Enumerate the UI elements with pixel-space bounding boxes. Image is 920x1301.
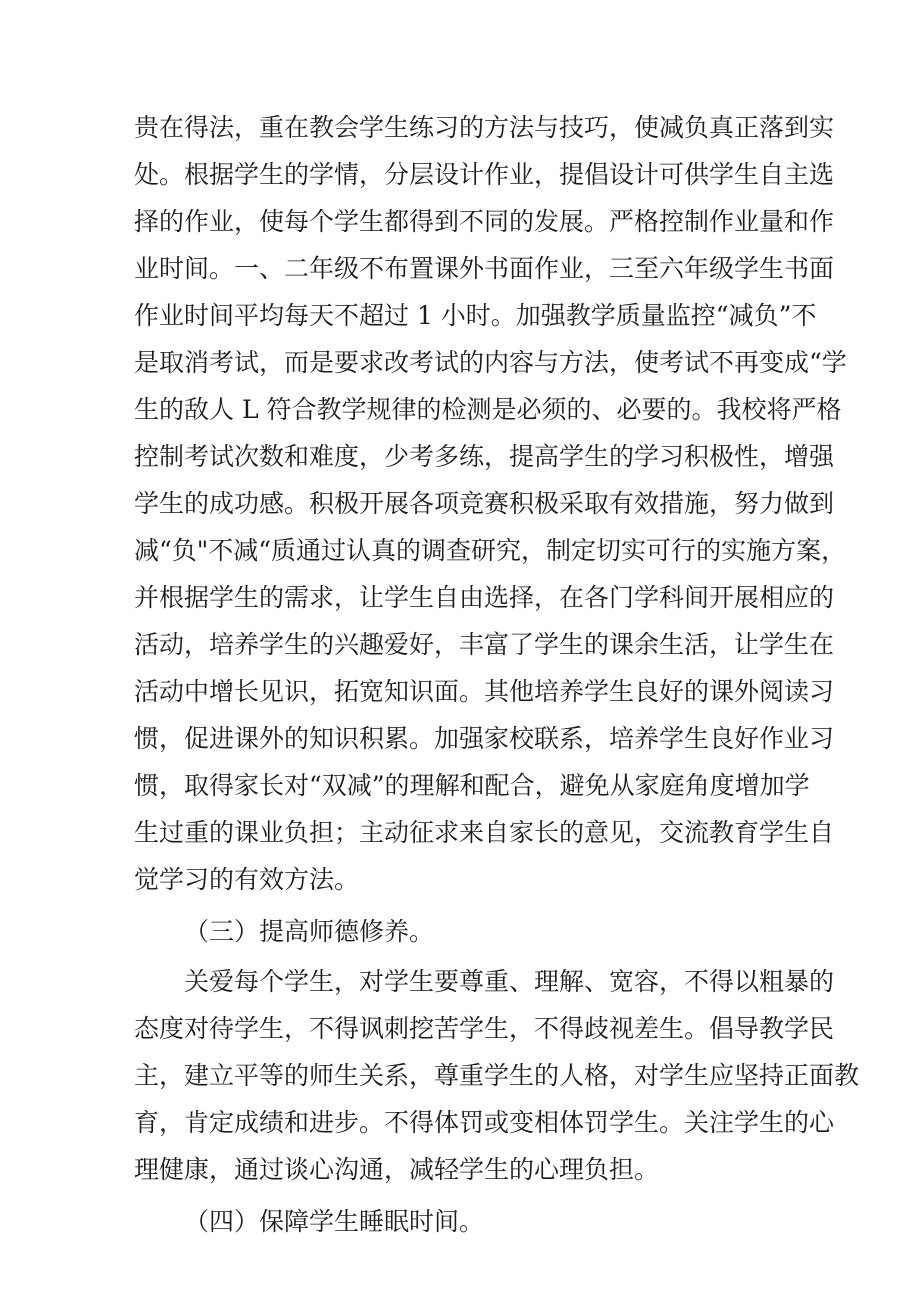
paragraph-2-line-4: 育，肯定成绩和进步。不得体罚或变相体罚学生。关注学生的心 (134, 1108, 835, 1137)
paragraph-1-line-10: 减“负"不减“质通过认真的调查研究，制定切实可行的实施方案， (134, 536, 847, 565)
paragraph-2-line-1: 关爱每个学生，对学生要尊重、理解、宽容，不得以粗暴的 (184, 967, 835, 996)
paragraph-1-line-15: 惯，取得家长对“双减”的理解和配合，避免从家庭角度增加学 (134, 771, 810, 800)
paragraph-2-line-2: 态度对待学生，不得讽刺挖苦学生，不得歧视差生。倡导教学民 (134, 1014, 835, 1043)
paragraph-1-line-7: 生的敌人 L 符合教学规律的检测是必须的、必要的。我校将严格 (134, 395, 842, 424)
paragraph-2-line-3: 主，建立平等的师生关系，尊重学生的人格，对学生应坚持正面教 (134, 1061, 860, 1090)
paragraph-1-line-4: 业时间。一、二年级不布置课外书面作业，三至六年级学生书面 (134, 254, 835, 283)
section-heading-3: （三）提高师德修养。 (184, 917, 435, 946)
paragraph-1-line-9: 学生的成功感。积极开展各项竞赛积极采取有效措施，努力做到 (134, 489, 835, 518)
paragraph-1-line-13: 活动中增长见识，拓宽知识面。其他培养学生良好的课外阅读习 (134, 677, 835, 706)
paragraph-1-line-2: 处。根据学生的学情，分层设计作业，提倡设计可供学生自主选 (134, 160, 835, 189)
paragraph-1-line-8: 控制考试次数和难度，少考多练，提高学生的学习积极性，增强 (134, 442, 835, 471)
paragraph-1-line-17: 觉学习的有效方法。 (134, 865, 360, 894)
paragraph-1-line-14: 惯，促进课外的知识积累。加强家校联系，培养学生良好作业习 (134, 724, 835, 753)
paragraph-1-line-5: 作业时间平均每天不超过 1 小时。加强教学质量监控“减负”不 (134, 301, 817, 330)
paragraph-1-line-16: 生过重的课业负担；主动征求来自家长的意见，交流教育学生自 (134, 818, 835, 847)
paragraph-2-line-5: 理健康，通过谈心沟通，减轻学生的心理负担。 (134, 1155, 660, 1184)
paragraph-1-line-1: 贵在得法，重在教会学生练习的方法与技巧，使减负真正落到实 (134, 113, 835, 142)
paragraph-1-line-11: 并根据学生的需求，让学生自由选择，在各门学科间开展相应的 (134, 583, 835, 612)
paragraph-1-line-3: 择的作业，使每个学生都得到不同的发展。严格控制作业量和作 (134, 207, 835, 236)
paragraph-1-line-6: 是取消考试，而是要求改考试的内容与方法，使考试不再变成“学 (134, 348, 847, 377)
section-heading-4: （四）保障学生睡眠时间。 (184, 1207, 485, 1236)
paragraph-1-line-12: 活动，培养学生的兴趣爱好，丰富了学生的课余生活，让学生在 (134, 630, 835, 659)
